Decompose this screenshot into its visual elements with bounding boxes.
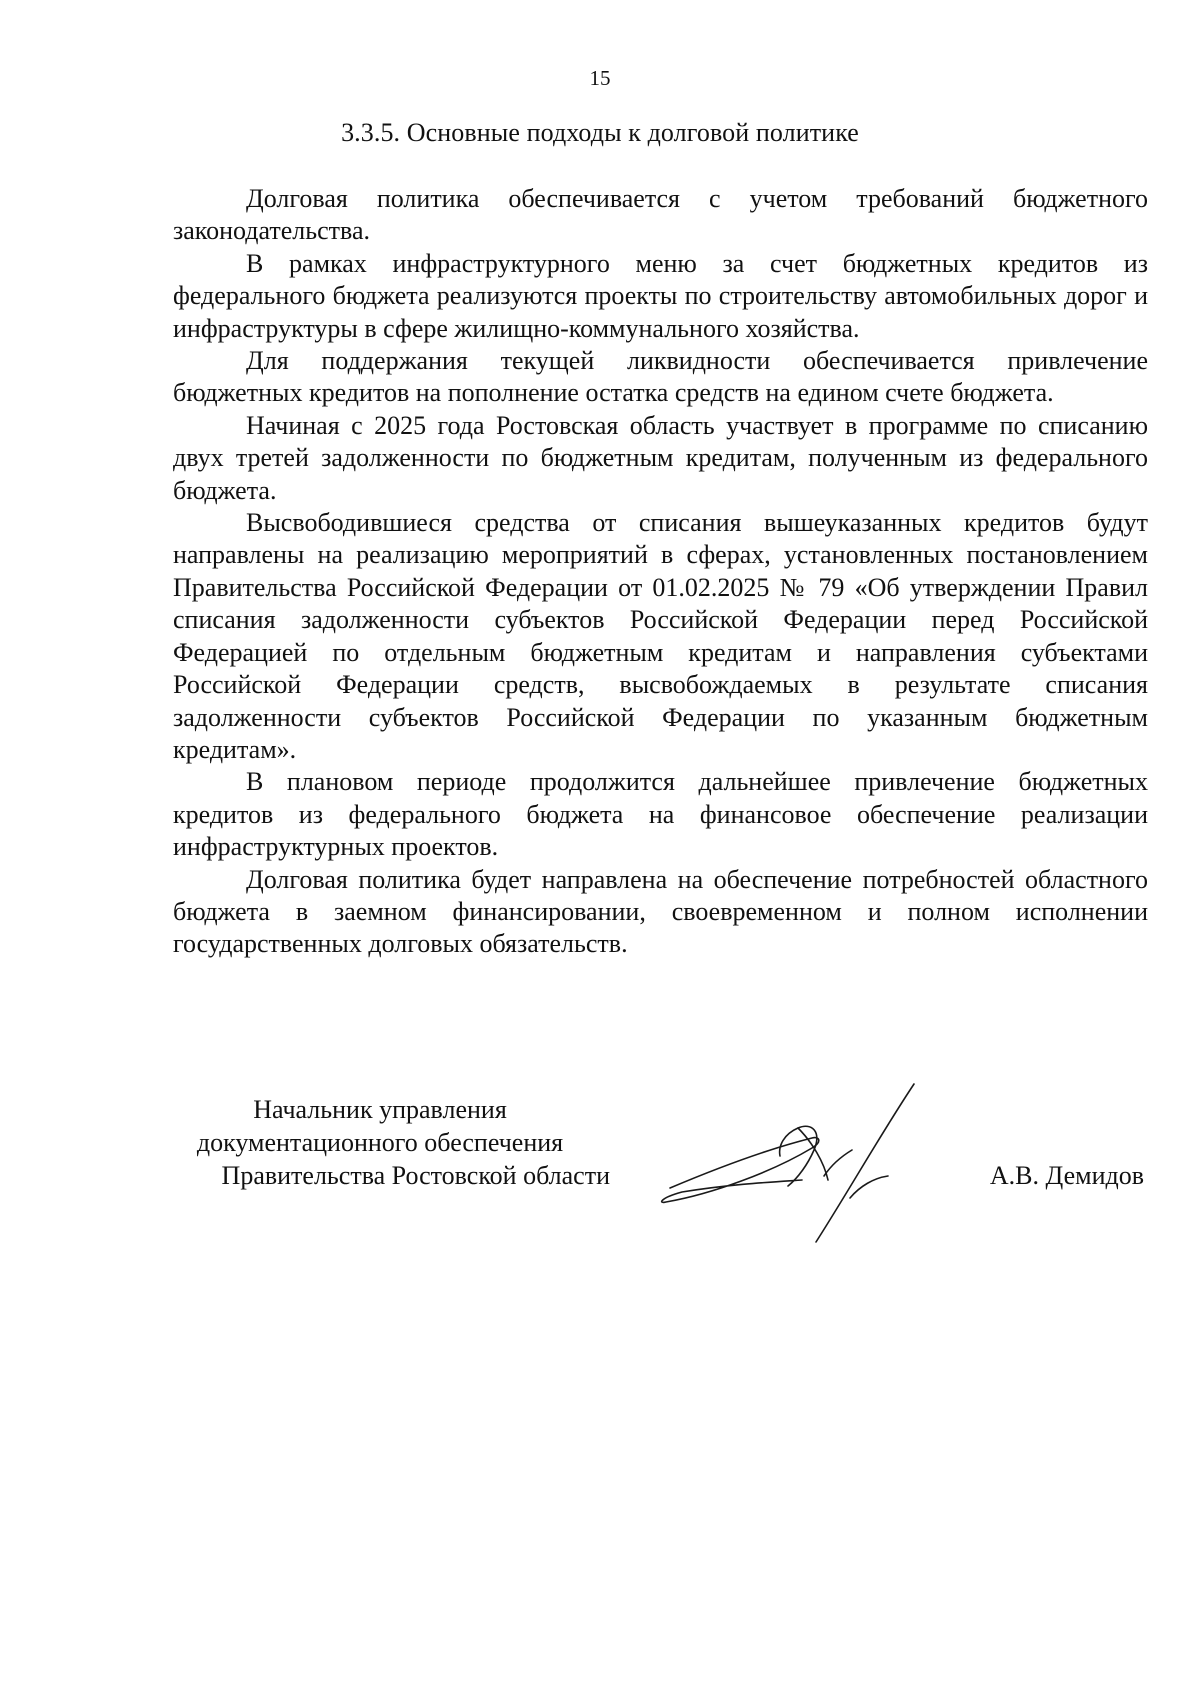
signer-title-line: документационного обеспечения bbox=[196, 1128, 564, 1157]
handwritten-signature bbox=[652, 1076, 922, 1248]
paragraph-liquidity: Для поддержания текущей ликвидности обеспечивается привлечение бюджетных кредитов на пополнение остатка средств на едином счете бюджета. bbox=[173, 346, 1148, 408]
signer-title-line: Правительства Ростовской области bbox=[221, 1161, 610, 1190]
paragraph-planning-period: В плановом периоде продолжится дальнейшее привлечение бюджетных кредитов из федерального бюджета на финансовое обеспечение реализации инфраструктурных проектов. bbox=[173, 767, 1148, 862]
section-heading: 3.3.5. Основные подходы к долговой политике bbox=[341, 118, 859, 147]
page-number: 15 bbox=[589, 66, 611, 90]
body-text bbox=[173, 183, 1148, 961]
paragraph-debt-policy-legislation: Долговая политика обеспечивается с учетом требований бюджетного законодательства. bbox=[173, 184, 1148, 246]
signer-title bbox=[150, 1093, 610, 1192]
paragraph-released-funds: Высвободившиеся средства от списания вышеуказанных кредитов будут направлены на реализацию мероприятий в сферах, установленных постановлением Правительства Российской Федерации от 01.02.2025 № 79 «Об утверждении Правил списания задолженности субъектов Российской Федерации перед Российской Федерацией по отдельным бюджетным кредитам и направления субъектами Российской Федерации средств, высвобождаемых в результате списания задолженности субъектов Российской Федерации по указанным бюджетным кредитам». bbox=[173, 508, 1148, 764]
paragraph-write-off-program: Начиная с 2025 года Ростовская область участвует в программе по списанию двух третей задолженности по бюджетным кредитам, полученным из федерального бюджета. bbox=[173, 410, 1148, 505]
paragraph-debt-policy-goals: Долговая политика будет направлена на обеспечение потребностей областного бюджета в заемном финансировании, своевременном и полном исполнении государственных долговых обязательств. bbox=[173, 864, 1148, 959]
signature-block bbox=[150, 1093, 1150, 1283]
paragraph-infrastructure-menu: В рамках инфраструктурного меню за счет бюджетных кредитов из федерального бюджета реализуются проекты по строительству автомобильных дорог и инфраструктуры в сфере жилищно-коммунального хозяйства. bbox=[173, 248, 1148, 343]
signer-title-line: Начальник управления bbox=[253, 1095, 507, 1124]
signer-name: А.В. Демидов bbox=[989, 1161, 1144, 1190]
